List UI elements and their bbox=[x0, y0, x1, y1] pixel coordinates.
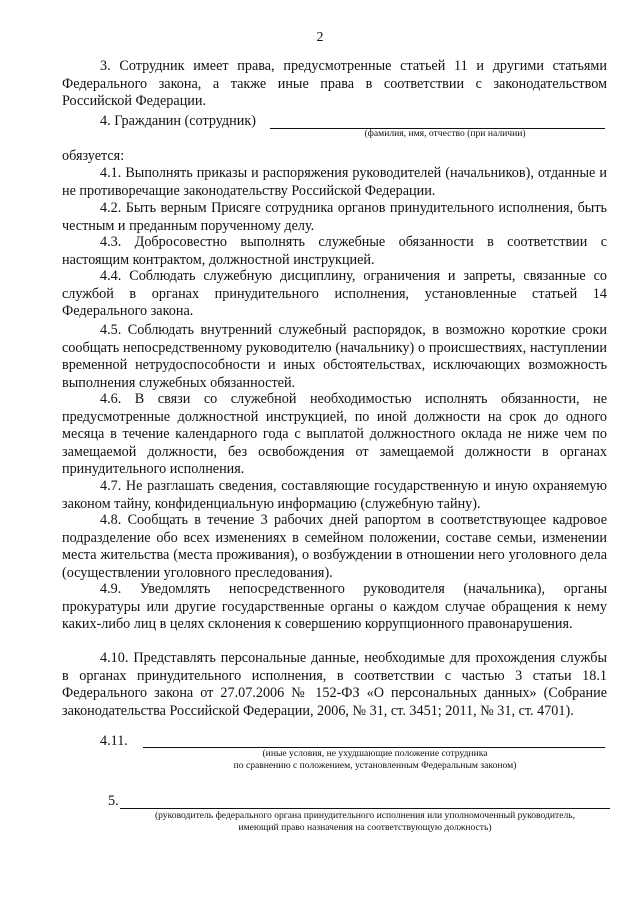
item-4-11-caption-2: по сравнению с положением, установленным Федеральным законом) bbox=[233, 760, 517, 771]
item-4-9: 4.9. Уведомлять непосредственного руководителя (начальника), органы прокуратуры или другие государственные органы о каждом случае обращения к нему каких-либо лиц в целях склонения к совершению коррупционного правонарушения. bbox=[62, 581, 607, 633]
item-4-11-label: 4.11. bbox=[100, 733, 128, 749]
paragraph-4-label: 4. Гражданин (сотрудник) bbox=[100, 113, 256, 129]
item-4-1: 4.1. Выполнять приказы и распоряжения руководителей (начальников), отданные и не противоречащие законодательству Российской Федерации. bbox=[62, 165, 607, 199]
obliged-label: обязуется: bbox=[62, 148, 125, 164]
item-4-8: 4.8. Сообщать в течение 3 рабочих дней рапортом в соответствующее кадровое подразделение обо всех изменениях в семейном положении, составе семьи, изменении места жительства (места проживания), о возбуждении в отношении него уголовного дела (осуществлении уголовного преследования). bbox=[62, 512, 607, 581]
paragraph-5-label: 5. bbox=[108, 793, 119, 809]
item-4-6: 4.6. В связи со служебной необходимостью исполнять обязанности, не предусмотренные должностной инструкцией, по иной должности на срок до одного месяца в течение календарного года с выплатой должностного оклада не ниже чем по замещаемой должности, без освобождения от замещаемой должности в органах принудительного исполнения. bbox=[62, 391, 607, 478]
item-4-11-caption-1: (иные условия, не ухудшающие положение сотрудника bbox=[262, 748, 488, 759]
paragraph-3: 3. Сотрудник имеет права, предусмотренные статьей 11 и другими статьями Федерального закона, а также иные права в соответствии с законодательством Российской Федерации. bbox=[62, 58, 607, 110]
item-4-2: 4.2. Быть верным Присяге сотрудника органов принудительного исполнения, быть честным и преданным порученному делу. bbox=[62, 200, 607, 234]
head-caption-1: (руководитель федерального органа принудительного исполнения или уполномоченный руководитель, bbox=[154, 810, 576, 821]
item-4-4: 4.4. Соблюдать служебную дисциплину, ограничения и запреты, связанные со службой в органах принудительного исполнения, установленные статьей 14 Федерального закона. bbox=[62, 268, 607, 320]
item-4-3: 4.3. Добросовестно выполнять служебные обязанности в соответствии с настоящим контрактом, должностной инструкцией. bbox=[62, 234, 607, 268]
item-4-5: 4.5. Соблюдать внутренний служебный распорядок, в возможно короткие сроки сообщать непосредственному руководителю (начальнику) о происшествиях, наступлении временной нетрудоспособности и иных обстоятельствах, исключающих возможность выполнения служебных обязанностей. bbox=[62, 322, 607, 391]
citizen-name-caption: (фамилия, имя, отчество (при наличии) bbox=[364, 128, 526, 139]
page-number: 2 bbox=[316, 30, 324, 45]
head-caption-2: имеющий право назначения на соответствующую должность) bbox=[238, 822, 492, 833]
item-4-7: 4.7. Не разглашать сведения, составляющие государственную и иную охраняемую законом тайну, конфиденциальную информацию (служебную тайну). bbox=[62, 478, 607, 512]
head-signature-line bbox=[120, 808, 610, 809]
item-4-10: 4.10. Представлять персональные данные, необходимые для прохождения службы в органах принудительного исполнения, в соответствии с частью 3 статьи 18.1 Федерального закона от 27.07.2006 № 152-ФЗ «О персональных данных» (Собрание законодательства Российской Федерации, 2006, № 31, ст. 3451; 2011, № 31, ст. 4701). bbox=[62, 650, 607, 719]
